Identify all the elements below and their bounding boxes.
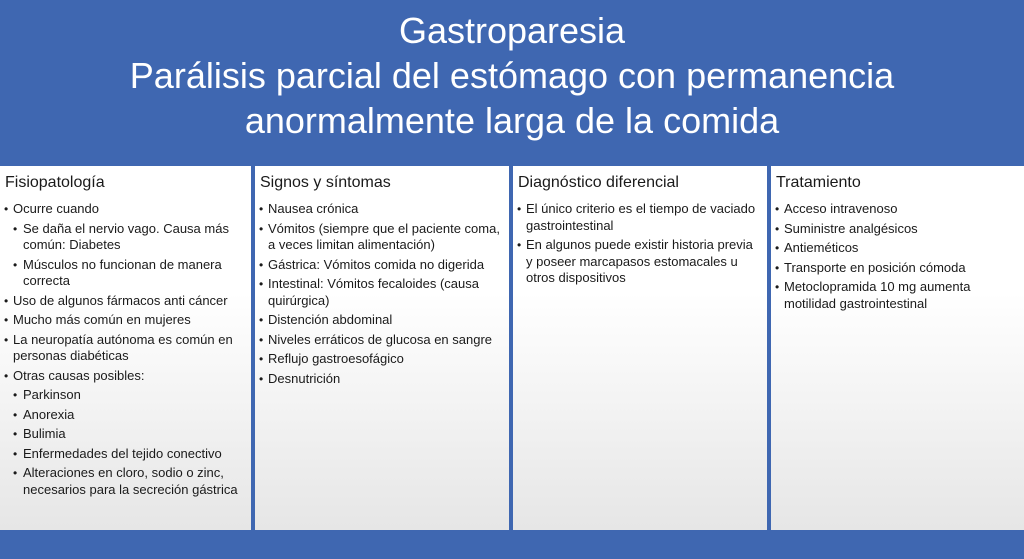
slide-subtitle-line-1: Parálisis parcial del estómago con permanencia: [129, 55, 895, 96]
sub-bullet-item: • Enfermedades del tejido conectivo: [0, 446, 247, 463]
bullet-item: • Niveles erráticos de glucosa en sangre: [255, 332, 505, 349]
column-fisiopatologia: [0, 166, 251, 530]
bullet-item: • Distención abdominal: [255, 312, 505, 329]
column-diagnostico-diferencial: [513, 166, 767, 530]
bullet-item: • En algunos puede existir historia previa y poseer marcapasos estomacales u otros dispositivos: [513, 237, 763, 287]
column-tratamiento: [771, 166, 1024, 530]
sub-bullet-item: • Músculos no funcionan de manera correcta: [0, 257, 247, 290]
bullet-item: • Metoclopramida 10 mg aumenta motilidad gastrointestinal: [771, 279, 1020, 312]
bullet-item: • La neuropatía autónoma es común en personas diabéticas: [0, 332, 247, 365]
bullet-item: • Mucho más común en mujeres: [0, 312, 247, 329]
column-heading: Signos y síntomas: [260, 174, 391, 191]
bullet-item: • Acceso intravenoso: [771, 201, 1020, 218]
bullet-item: • Uso de algunos fármacos anti cáncer: [0, 293, 247, 310]
bullet-item: • Vómitos (siempre que el paciente coma, a veces limitan alimentación): [255, 221, 505, 254]
bullet-list: [513, 201, 767, 287]
slide-title-banner: [0, 0, 1024, 164]
bullet-item: • Suministre analgésicos: [771, 221, 1020, 238]
sub-bullet-item: • Alteraciones en cloro, sodio o zinc, necesarios para la secreción gástrica: [0, 465, 247, 498]
slide-subtitle-line-2: anormalmente larga de la comida: [244, 100, 780, 141]
bullet-list: [255, 201, 509, 387]
bullet-item: • Antieméticos: [771, 240, 1020, 257]
bullet-item: • Gástrica: Vómitos comida no digerida: [255, 257, 505, 274]
bullet-list: [0, 201, 251, 498]
sub-bullet-item: • Se daña el nervio vago. Causa más común: Diabetes: [0, 221, 247, 254]
bullet-item: • Desnutrición: [255, 371, 505, 388]
column-heading: Tratamiento: [776, 174, 861, 191]
bullet-item: • El único criterio es el tiempo de vaciado gastrointestinal: [513, 201, 763, 234]
sub-bullet-item: • Bulimia: [0, 426, 247, 443]
sub-bullet-item: • Anorexia: [0, 407, 247, 424]
column-heading: Diagnóstico diferencial: [518, 174, 679, 191]
bullet-item: • Ocurre cuando: [0, 201, 247, 218]
bullet-list: [771, 201, 1024, 312]
bullet-item: • Intestinal: Vómitos fecaloides (causa quirúrgica): [255, 276, 505, 309]
sub-bullet-item: • Parkinson: [0, 387, 247, 404]
column-heading: Fisiopatología: [5, 174, 105, 191]
bullet-item: • Transporte en posición cómoda: [771, 260, 1020, 277]
content-columns: [0, 166, 1024, 532]
bullet-item: • Otras causas posibles:: [0, 368, 247, 385]
footer-band: [0, 532, 1024, 559]
bullet-item: • Reflujo gastroesofágico: [255, 351, 505, 368]
slide-title: Gastroparesia: [398, 10, 626, 51]
bullet-item: • Nausea crónica: [255, 201, 505, 218]
column-signos-y-sintomas: [255, 166, 509, 530]
